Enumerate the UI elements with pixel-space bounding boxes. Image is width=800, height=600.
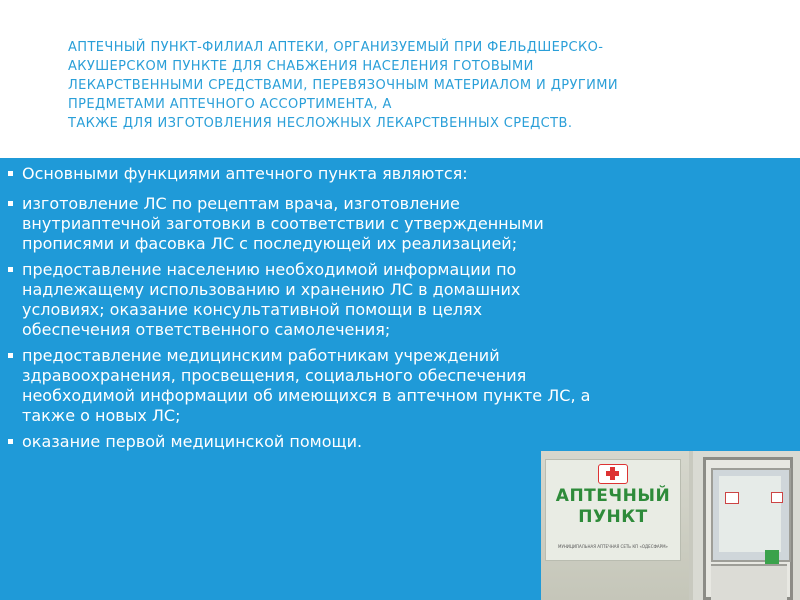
bullet-text: Основными функциями аптечного пункта являются: xyxy=(22,164,468,183)
list-item xyxy=(8,194,688,254)
bullet-icon xyxy=(8,201,13,206)
door-glass xyxy=(711,468,791,562)
photo-wall xyxy=(541,451,689,600)
door-icon xyxy=(703,457,793,600)
door-glass-inner xyxy=(719,476,781,552)
pharmacy-sign xyxy=(545,459,681,561)
list-item xyxy=(8,346,688,426)
bullet-text: предоставление медицинским работникам учреждений здравоохранения, просвещения, социального обеспечения необходимой информации об имеющихся в аптечном пункте ЛС, а также о новых ЛС; xyxy=(22,346,591,425)
door-notice-icon xyxy=(725,492,739,504)
list-item xyxy=(8,164,688,184)
door-lower-panel xyxy=(711,564,787,600)
list-item xyxy=(8,260,688,340)
pharmacy-sign-subtext: МУНИЦИПАЛЬНАЯ АПТЕЧНАЯ СЕТЬ КП «ОДЕСФАРМ» xyxy=(558,544,668,549)
bullet-icon xyxy=(8,439,13,444)
list-item xyxy=(8,432,688,452)
bullet-text: предоставление населению необходимой информации по надлежащему использованию и хранению ЛС в домашних условиях; оказание консультативной помощи в целях обеспечения ответственного самолечения; xyxy=(22,260,521,339)
green-sign-icon xyxy=(765,550,779,564)
red-cross-icon xyxy=(598,464,628,484)
bullet-icon xyxy=(8,267,13,272)
bullet-text: оказание первой медицинской помощи. xyxy=(22,432,363,451)
photo-door-area xyxy=(693,451,800,600)
bullet-list xyxy=(8,164,688,458)
door-notice-icon xyxy=(771,492,783,503)
bullet-icon xyxy=(8,353,13,358)
pharmacy-photo xyxy=(541,451,800,600)
slide-title: АПТЕЧНЫЙ ПУНКТ-ФИЛИАЛ АПТЕКИ, ОРГАНИЗУЕМЫЙ ПРИ ФЕЛЬДШЕРСКО- АКУШЕРСКОМ ПУНКТЕ ДЛЯ СНАБЖЕНИЯ НАСЕЛЕНИЯ ГОТОВЫМИ ЛЕКАРСТВЕННЫМИ СРЕДСТВАМИ, ПЕРЕВЯЗОЧНЫМ МАТЕРИАЛОМ И ДРУГИМИ ПРЕДМЕТАМИ АПТЕЧНОГО АССОРТИМЕНТА, А ТАКЖЕ ДЛЯ ИЗГОТОВЛЕНИЯ НЕСЛОЖНЫХ ЛЕКАРСТВЕННЫХ СРЕДСТВ. xyxy=(68,40,619,131)
pharmacy-sign-text: АПТЕЧНЫЙ ПУНКТ xyxy=(555,486,671,527)
bullet-icon xyxy=(8,171,13,176)
bullet-text: изготовление ЛС по рецептам врача, изготовление внутриаптечной заготовки в соответствии с утвержденными прописями и фасовка ЛС с последующей их реализацией; xyxy=(22,194,544,253)
slide-header xyxy=(0,0,800,158)
